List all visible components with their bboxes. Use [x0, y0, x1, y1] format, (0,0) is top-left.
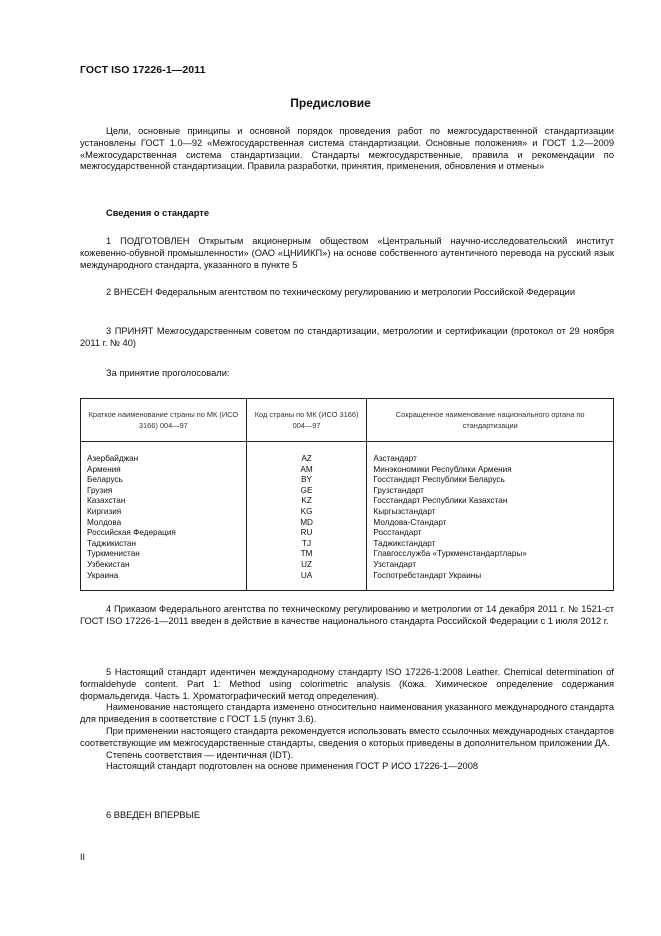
- body-cell: Росстандарт: [367, 528, 614, 539]
- body-cell: Госстандарт Республики Казахстан: [367, 496, 614, 507]
- code-cell: TJ: [246, 539, 367, 550]
- table-row: [81, 442, 614, 465]
- table-row: [81, 475, 614, 486]
- code-cell: UA: [246, 571, 367, 591]
- item-5-paragraph: 5 Настоящий стандарт идентичен международному стандарту ISO 17226-1:2008 Leather. Chemical determination of formaldehyde content. Part 1: Method using colorimetric analysis (Кожа. Химическое определение содержания формальдегида. Часть 1. Хроматографический метод определения).: [80, 667, 614, 701]
- table-row: [81, 496, 614, 507]
- table-row: [81, 465, 614, 476]
- country-cell: Таджикистан: [81, 539, 247, 550]
- item-1-block: [80, 236, 614, 271]
- country-cell: Армения: [81, 465, 247, 476]
- item-4-paragraph: 4 Приказом Федерального агентства по техническому регулированию и метрологии от 14 декабря 2011 г. № 1521-ст ГОСТ ISO 17226-1—2011 введен в действие в качестве национального стандарта Российской Федерации с 1 июля 2012 г.: [80, 604, 614, 626]
- body-cell: Кыргызстандарт: [367, 507, 614, 518]
- country-cell: Туркменистан: [81, 549, 247, 560]
- country-cell: Украина: [81, 571, 247, 591]
- standard-info-heading: Сведения о стандарте: [106, 208, 210, 218]
- body-cell: Госстандарт Республики Беларусь: [367, 475, 614, 486]
- item-5-block: [80, 667, 614, 773]
- item-5-rename-paragraph: Наименование настоящего стандарта изменено относительно наименования указанного международного стандарта для приведения в соответствие с ГОСТ 1.5 (пункт 3.6).: [80, 702, 614, 725]
- item-2-paragraph: 2 ВНЕСЕН Федеральным агентством по техническому регулированию и метрологии Российской Федерации: [106, 287, 576, 297]
- country-cell: Беларусь: [81, 475, 247, 486]
- code-cell: RU: [246, 528, 367, 539]
- item-3-paragraph: 3 ПРИНЯТ Межгосударственным советом по стандартизации, метрологии и сертификации (протокол от 29 ноября 2011 г. № 40): [80, 326, 614, 348]
- column-header-country: Краткое наименование страны по МК (ИСО 3166) 004—97: [81, 399, 247, 442]
- body-cell: Молдова-Стандарт: [367, 518, 614, 529]
- country-cell: Грузия: [81, 486, 247, 497]
- code-cell: KZ: [246, 496, 367, 507]
- item-6-paragraph: 6 ВВЕДЕН ВПЕРВЫЕ: [106, 810, 201, 820]
- body-cell: Главгосслужба «Туркменстандартлары»: [367, 549, 614, 560]
- body-cell: Узстандарт: [367, 560, 614, 571]
- country-cell: Казахстан: [81, 496, 247, 507]
- item-5-basis-paragraph: Настоящий стандарт подготовлен на основе применения ГОСТ Р ИСО 17226-1—2008: [106, 761, 479, 772]
- table-row: [81, 507, 614, 518]
- country-cell: Азербайджан: [81, 442, 247, 465]
- document-header: ГОСТ ISO 17226-1—2011: [80, 64, 206, 76]
- table-row: [81, 518, 614, 529]
- table-row: [81, 560, 614, 571]
- column-header-code: Код страны по МК (ИСО 3166) 004—97: [246, 399, 367, 442]
- item-4-block: [80, 604, 614, 628]
- body-cell: Госпотребстандарт Украины: [367, 571, 614, 591]
- country-cell: Киргизия: [81, 507, 247, 518]
- code-cell: GE: [246, 486, 367, 497]
- item-3-block: [80, 326, 614, 350]
- column-header-body: Сокращенное наименование национального органа по стандартизации: [367, 399, 614, 442]
- code-cell: MD: [246, 518, 367, 529]
- table-row: [81, 549, 614, 560]
- code-cell: AZ: [246, 442, 367, 465]
- item-6-block: [80, 810, 614, 822]
- code-cell: AM: [246, 465, 367, 476]
- body-cell: Азстандарт: [367, 442, 614, 465]
- code-cell: KG: [246, 507, 367, 518]
- body-cell: Таджикстандарт: [367, 539, 614, 550]
- body-cell: Грузстандарт: [367, 486, 614, 497]
- country-cell: Российская Федерация: [81, 528, 247, 539]
- country-cell: Молдова: [81, 518, 247, 529]
- voted-label: За принятие проголосовали:: [106, 368, 230, 378]
- item-5-degree-paragraph: Степень соответствия — идентичная (IDT).: [106, 749, 294, 760]
- table-row: [81, 539, 614, 550]
- intro-paragraph: Цели, основные принципы и основной порядок проведения работ по межгосударственной стандартизации установлены ГОСТ 1.0—92 «Межгосударственная система стандартизации. Основные положения» и ГОСТ 1.2—2009 «Межгосударственная система стандартизации. Стандарты межгосударственные, правила и рекомендации по межгосударственной стандартизации. Правила разработки, принятия, применения, обновления и отмены»: [80, 126, 614, 172]
- intro-paragraph-block: [80, 126, 614, 173]
- item-5-references-paragraph: При применении настоящего стандарта рекомендуется использовать вместо ссылочных международных стандартов соответствующие им межгосударственные стандарты, сведения о которых приведены в дополнительном приложении ДА.: [80, 725, 615, 748]
- table-row: [81, 528, 614, 539]
- table-header-row: [81, 399, 614, 442]
- code-cell: BY: [246, 475, 367, 486]
- item-2-block: [80, 287, 614, 299]
- item-1-paragraph: 1 ПОДГОТОВЛЕН Открытым акционерным обществом «Центральный научно-исследовательский институт кожевенно-обувной промышленности» (ОАО «ЦНИИКП») на основе собственного аутентичного перевода на русский язык международного стандарта, указанного в пункте 5: [80, 236, 614, 270]
- code-cell: TM: [246, 549, 367, 560]
- page-number: II: [80, 852, 86, 862]
- code-cell: UZ: [246, 560, 367, 571]
- country-cell: Узбекистан: [81, 560, 247, 571]
- body-cell: Минэкономики Республики Армения: [367, 465, 614, 476]
- table-row: [81, 571, 614, 591]
- table-row: [81, 486, 614, 497]
- member-states-table: [80, 398, 614, 591]
- page-title: Предисловие: [290, 96, 371, 110]
